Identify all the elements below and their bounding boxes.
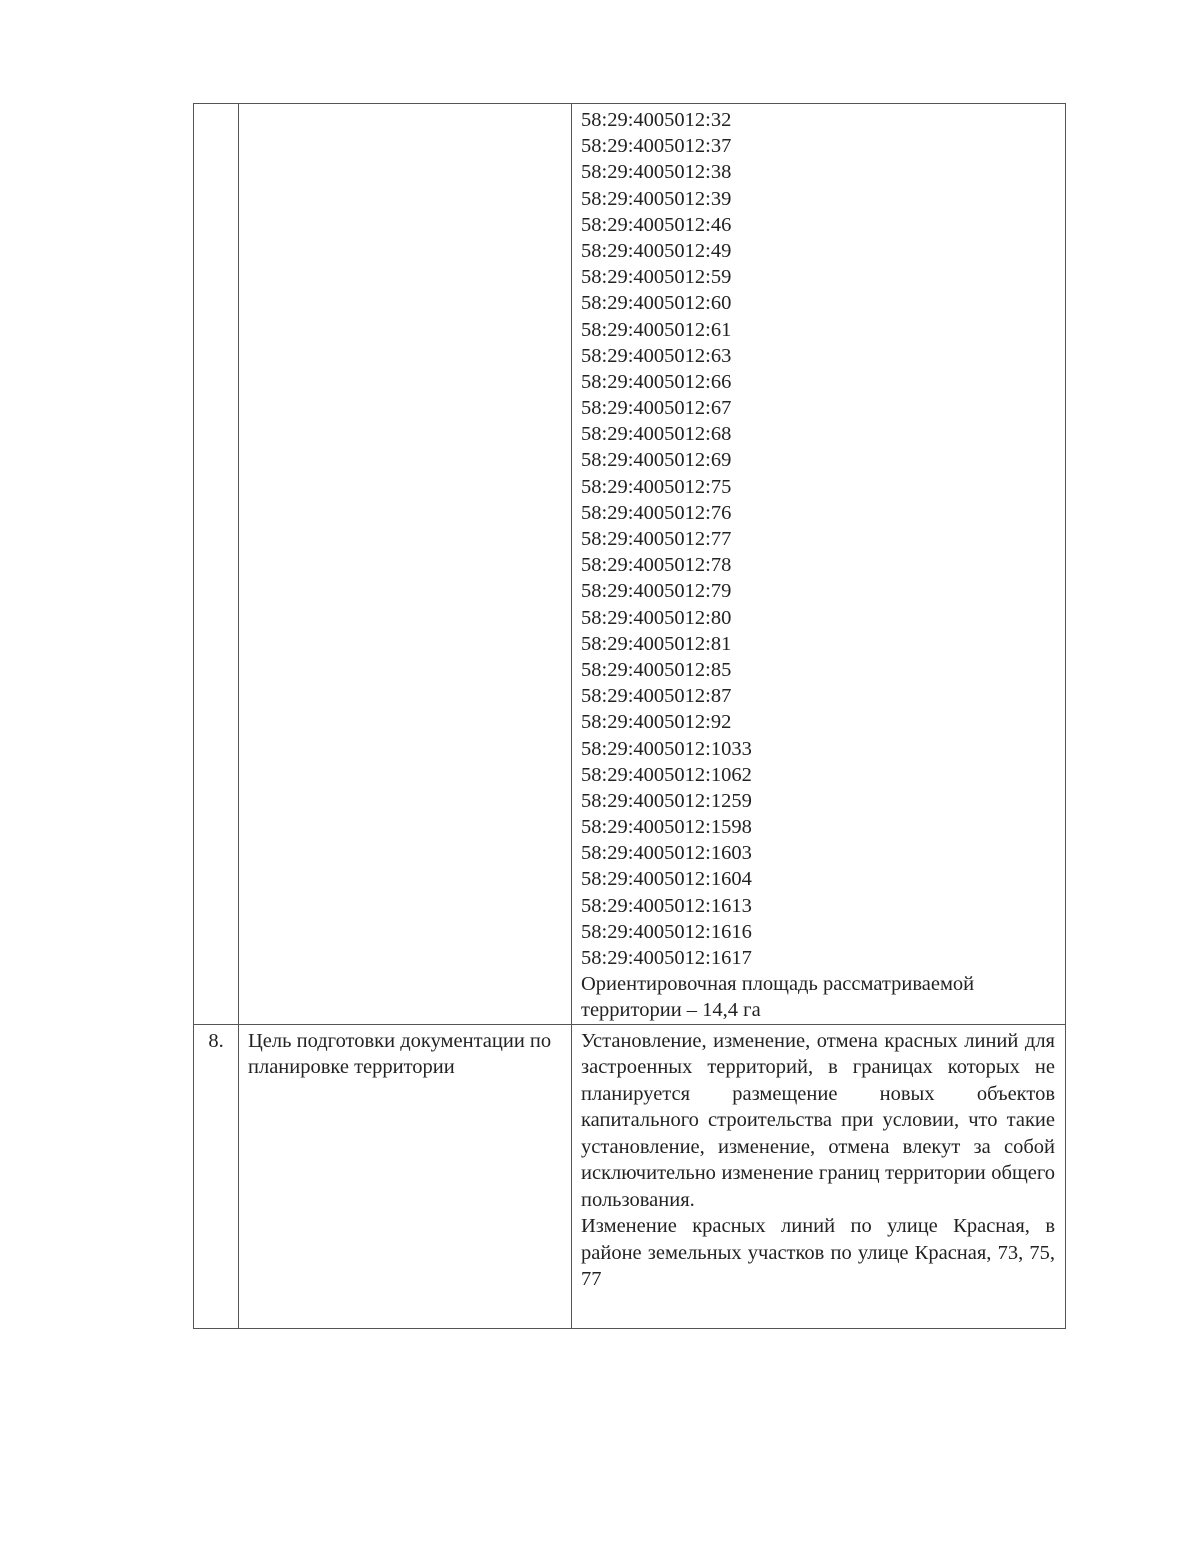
cadastral-number: 58:29:4005012:37: [581, 135, 732, 158]
cadastral-number: 58:29:4005012:59: [581, 266, 732, 289]
cadastral-number: 58:29:4005012:60: [581, 292, 732, 315]
cadastral-number: 58:29:4005012:38: [581, 161, 732, 184]
cadastral-number: 58:29:4005012:49: [581, 239, 732, 262]
cadastral-number: 58:29:4005012:69: [581, 449, 732, 472]
cadastral-number: 58:29:4005012:1603: [581, 842, 752, 865]
cadastral-number: 58:29:4005012:87: [581, 685, 732, 708]
cadastral-values-cell: [572, 104, 1066, 1025]
cadastral-number-list: [572, 104, 1065, 971]
table-row-purpose: [194, 1024, 1066, 1328]
cadastral-number: 58:29:4005012:1613: [581, 894, 752, 917]
area-text: Ориентировочная площадь рассматриваемой территории – 14,4 га: [581, 973, 975, 1022]
cadastral-number: 58:29:4005012:1062: [581, 763, 752, 786]
document-table: [193, 103, 1066, 1329]
purpose-value-cell: [572, 1024, 1066, 1328]
cadastral-number: 58:29:4005012:1604: [581, 868, 752, 891]
purpose-paragraph: Установление, изменение, отмена красных линий для застроенных территорий, в границах которых не планируется размещение новых объектов капитального строительства при условии, что такие установление, изменение, отмена влекут за собой исключительно изменение границ территории общего пользования.: [581, 1029, 1055, 1211]
red-lines-paragraph: Изменение красных линий по улице Красная, в районе земельных участков по улице Красная, 73, 75, 77: [581, 1215, 1055, 1291]
cadastral-number: 58:29:4005012:61: [581, 318, 732, 341]
cadastral-number: 58:29:4005012:1598: [581, 816, 752, 839]
cadastral-number: 58:29:4005012:1616: [581, 920, 752, 943]
cadastral-number: 58:29:4005012:81: [581, 632, 732, 655]
cadastral-number: 58:29:4005012:39: [581, 187, 732, 210]
cadastral-number: 58:29:4005012:92: [581, 711, 732, 734]
cadastral-number: 58:29:4005012:66: [581, 370, 732, 393]
row-name-cell: [239, 104, 572, 1025]
cadastral-number: 58:29:4005012:75: [581, 475, 732, 498]
cadastral-number: 58:29:4005012:68: [581, 423, 732, 446]
row-number-cell: [194, 104, 239, 1025]
cadastral-number: 58:29:4005012:1259: [581, 789, 752, 812]
cadastral-number: 58:29:4005012:63: [581, 344, 732, 367]
cadastral-number: 58:29:4005012:1033: [581, 737, 752, 760]
row-number-cell: 8.: [194, 1024, 239, 1328]
cadastral-number: 58:29:4005012:79: [581, 580, 732, 603]
cadastral-number: 58:29:4005012:78: [581, 554, 732, 577]
cadastral-number: 58:29:4005012:76: [581, 501, 732, 524]
cadastral-number: 58:29:4005012:32: [581, 109, 732, 131]
cadastral-number: 58:29:4005012:1617: [581, 947, 752, 969]
cadastral-number: 58:29:4005012:46: [581, 213, 732, 236]
cadastral-number: 58:29:4005012:77: [581, 528, 732, 550]
cadastral-number: 58:29:4005012:85: [581, 658, 732, 681]
cadastral-number: 58:29:4005012:67: [581, 397, 732, 420]
table-row-cadastral-numbers: [194, 104, 1066, 1025]
cadastral-number: 58:29:4005012:80: [581, 606, 732, 629]
row-name-cell: Цель подготовки документации по планировке территории: [239, 1024, 572, 1328]
